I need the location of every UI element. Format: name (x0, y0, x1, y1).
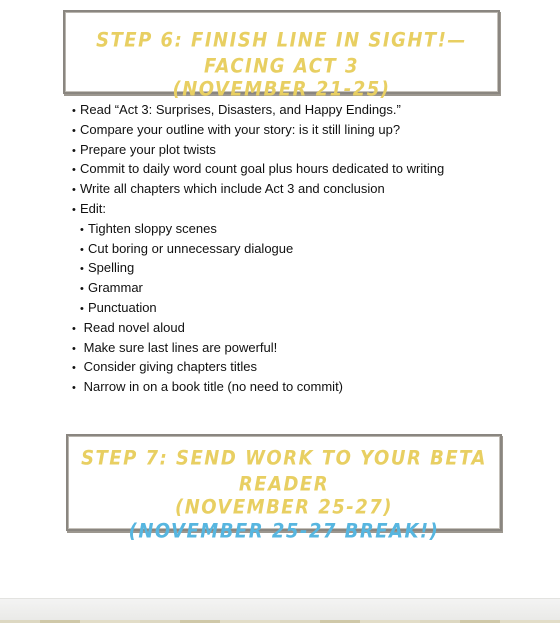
step-7-title: STEP 7: SEND WORK TO YOUR BETA READER (81, 447, 487, 496)
bullet-icon: • (72, 105, 76, 117)
checklist-item (72, 378, 444, 398)
checklist-item-text: Commit to daily word count goal plus hours dedicated to writing (80, 161, 445, 177)
bullet-icon: • (72, 164, 76, 177)
checklist-item (72, 141, 444, 161)
checklist-item-text: Compare your outline with your story: is it still lining up? (80, 121, 401, 137)
bullet-icon: • (72, 124, 76, 137)
bullet-icon: • (72, 342, 76, 355)
checklist-item-text: Narrow in on a book title (no need to commit) (80, 379, 344, 395)
checklist-item-text: Tighten sloppy scenes (88, 220, 217, 236)
checklist-item-text: Make sure last lines are powerful! (80, 339, 278, 355)
checklist-subitem (72, 259, 444, 279)
checklist-item (72, 319, 444, 339)
bullet-icon: • (80, 223, 84, 236)
checklist-item (72, 358, 444, 378)
step-7-break-dates: (NOVEMBER 25-27 BREAK!) (128, 520, 440, 543)
checklist-item-text: Edit: (80, 200, 107, 216)
bullet-icon: • (72, 203, 76, 216)
bullet-icon: • (72, 184, 76, 197)
checklist-item (72, 200, 444, 220)
bullet-icon: • (80, 243, 84, 256)
bullet-icon: • (72, 144, 76, 157)
checklist-item (72, 121, 444, 141)
checklist-item (72, 101, 444, 121)
checklist-item-text: Prepare your plot twists (80, 141, 216, 157)
step-7-dates: (NOVEMBER 25-27) (174, 496, 394, 519)
checklist-item-text: Spelling (88, 260, 135, 276)
step-6-title: STEP 6: FINISH LINE IN SIGHT!—FACING ACT 3 (96, 29, 467, 78)
page-bottom-edge (0, 598, 560, 623)
bullet-icon: • (80, 263, 84, 276)
step-6-checklist (72, 101, 444, 398)
checklist-item-text: Consider giving chapters titles (80, 359, 258, 375)
step-6-dates: (NOVEMBER 21-25) (172, 78, 391, 101)
checklist-item (72, 339, 444, 359)
checklist-item (72, 160, 444, 180)
bullet-icon: • (72, 382, 76, 395)
bullet-icon: • (72, 362, 76, 375)
bullet-icon: • (80, 283, 84, 296)
bullet-icon: • (72, 322, 76, 335)
checklist-subitem (72, 220, 444, 240)
step-6-heading-box (63, 10, 500, 101)
step-7-heading-box (66, 434, 502, 543)
checklist-subitem (72, 299, 444, 319)
checklist-item-text: Read “Act 3: Surprises, Disasters, and Happy Endings.” (80, 102, 401, 117)
checklist-item-text: Cut boring or unnecessary dialogue (88, 240, 294, 256)
checklist-item (72, 180, 444, 200)
checklist-subitem (72, 240, 444, 260)
checklist-item-text: Grammar (88, 280, 143, 296)
checklist-item-text: Write all chapters which include Act 3 and conclusion (80, 181, 385, 197)
checklist-subitem (72, 279, 444, 299)
bullet-icon: • (80, 302, 84, 315)
checklist-item-text: Punctuation (88, 299, 157, 315)
checklist-item-text: Read novel aloud (80, 319, 185, 335)
